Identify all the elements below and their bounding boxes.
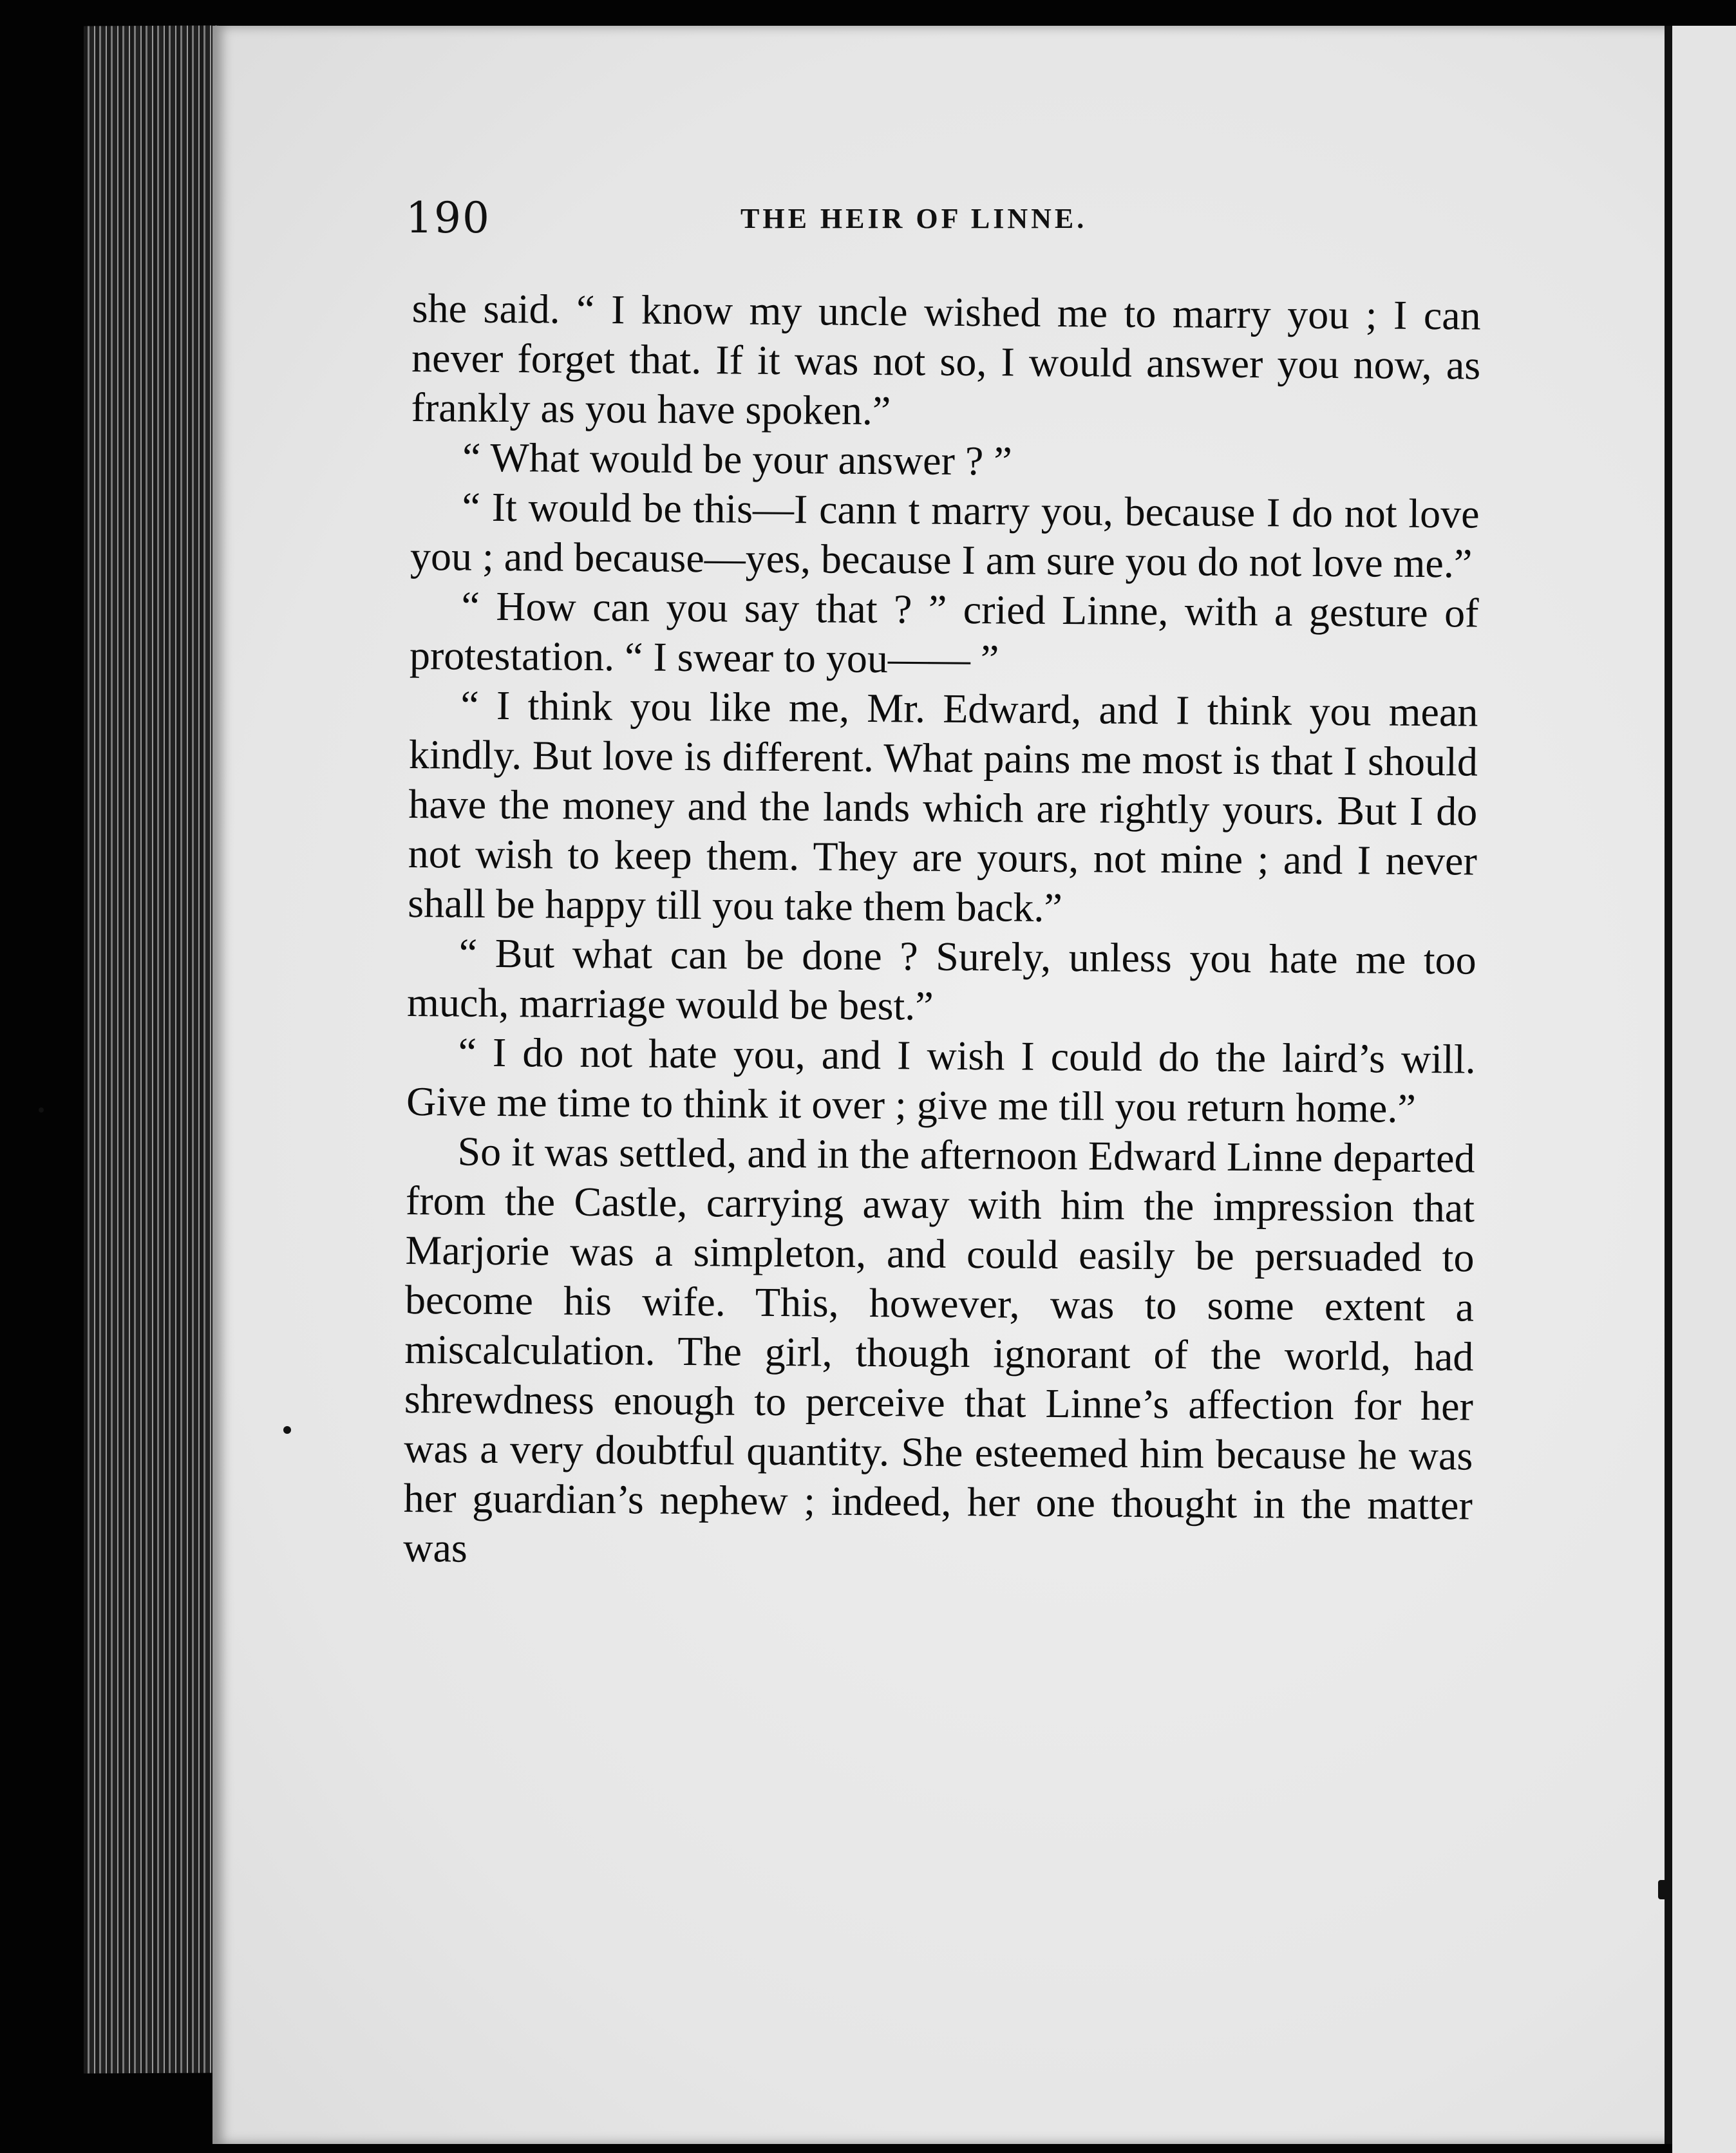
gutter-shadow (1665, 26, 1672, 2144)
scan-speck (283, 1426, 291, 1434)
paragraph: “ How can you say that ? ” cried Linne, with a gesture of protestation. “ I swear to you—— ” (409, 583, 1479, 682)
paragraph: So it was settled, and in the afternoon Edward Linne departed from the Castle, carrying away with him the impression that Marjorie was a simpleton, and could easily be persuaded to become his wife. This, however, was to some extent a miscalculation. The girl, though ignorant of the world, had shrewdness enough to perceive that Linne’s affection for her was a very doubtful quantity. She esteemed him because he was her guardian’s nephew ; indeed, her one thought in the matter was (403, 1128, 1475, 1571)
body-text (403, 283, 1481, 1580)
facing-page-strip (1672, 26, 1736, 2153)
paragraph: “ What would be your answer ? ” (462, 434, 1012, 484)
paragraph: “ I do not hate you, and I wish I could do the laird’s will. Give me time to think it over ; give me till you return home.” (406, 1029, 1476, 1131)
paragraph: “ It would be this—I cann t marry you, because I do not love you ; and because—yes, because I am sure you do not love me.” (410, 484, 1480, 587)
page-number: 190 (406, 193, 491, 243)
paragraph: “ I think you like me, Mr. Edward, and I think you mean kindly. But love is different. What pains me most is that I should have the money and the lands which are rightly yours. But I do not wish to keep them. They are yours, not mine ; and I never shall be happy till you take them back.” (408, 682, 1478, 931)
book-page-edges (84, 25, 219, 2073)
paragraph: “ But what can be done ? Surely, unless you hate me too much, marriage would be best.” (406, 930, 1477, 1029)
paragraph: she said. “ I know my uncle wished me to marry you ; I can never forget that. If it was not so, I would answer you now, as frankly as you have spoken.” (411, 285, 1481, 434)
scan-speck (39, 1107, 44, 1113)
running-title: THE HEIR OF LINNE. (741, 203, 1088, 234)
scan-speck (1658, 1880, 1667, 1899)
running-head (406, 193, 1500, 251)
